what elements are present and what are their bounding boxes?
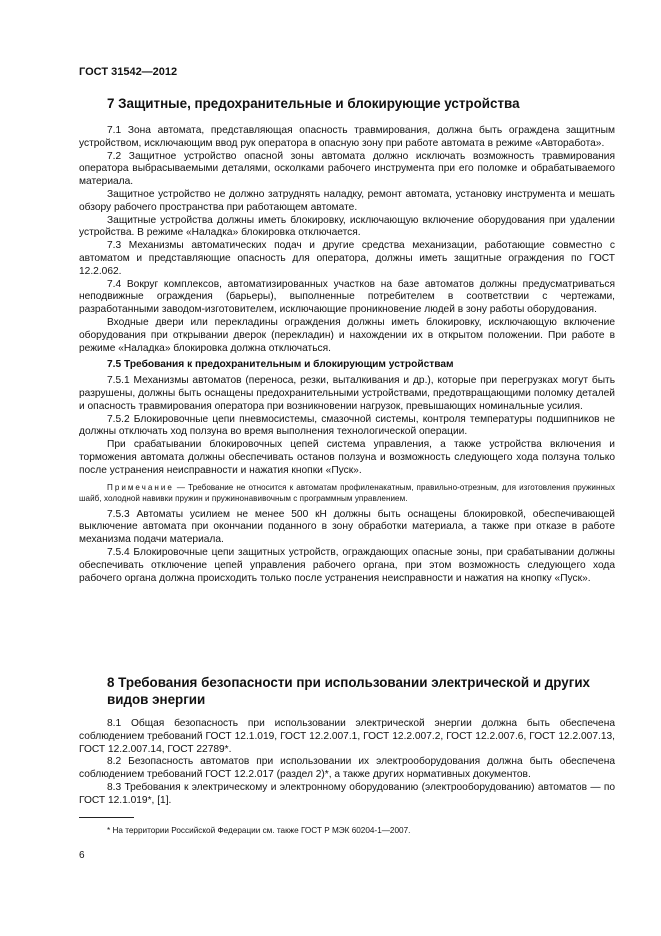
paragraph: 7.4 Вокруг комплексов, автоматизированных участков на базе автоматов должны предусматриваться неподвижные ограждения (барьеры), выполненные потребителем в соответствии с чертежами, разработанными заводом-изготовителем, исключающие проникновение людей в зону работы оборудования. [79,278,615,316]
section-8-body [79,718,615,808]
paragraph: Входные двери или перекладины ограждения должны иметь блокировку, исключающую включение оборудования при открывании дверок (перекладин) и нахождении их в открытом положении. При работе в режиме «Наладка» блокировка должна отключаться. [79,316,615,354]
section-7-heading: 7 Защитные, предохранительные и блокирующие устройства [107,96,520,111]
note-label: Примечание [107,482,174,492]
section-8-heading: 8 Требования безопасности при использовании электрической и других видов энергии [107,675,591,707]
note [79,482,615,504]
paragraph: 8.2 Безопасность автоматов при использовании их электрооборудования должна быть обеспечена соблюдением требований ГОСТ 12.2.017 (раздел 2)*, а также других нормативных документов. [79,756,615,781]
footnote: * На территории Российской Федерации см. также ГОСТ Р МЭК 60204-1—2007. [107,826,411,835]
subsection-7-5-heading: 7.5 Требования к предохранительным и блокирующим устройствам [107,359,454,371]
note-text: — Требование не относится к автоматам профиленакатным, правильно-отрезным, для изготовления пружинных шайб, холодной навивки пружин и пружинонавивочным с программным управлением. [79,482,615,503]
footnote-divider [79,817,134,818]
document-header: ГОСТ 31542—2012 [79,66,178,78]
paragraph: 8.3 Требования к электрическому и электронному оборудованию (электрооборудованию) автоматов — по ГОСТ 12.1.019*, [1]. [79,781,615,806]
paragraph: 7.3 Механизмы автоматических подач и другие средства механизации, работающие совместно с автоматом и представляющие опасность для оператора, должны иметь защитные ограждения по ГОСТ 12.2.062. [79,240,615,277]
paragraph: При срабатывании блокировочных цепей система управления, а также устройства включения и торможения автомата должны обеспечивать останов ползуна и возможность следующего хода ползуна только после устранения неисправности и нажатия кнопки «Пуск». [79,439,615,476]
paragraph: 7.2 Защитное устройство опасной зоны автомата должно исключать возможность травмирования оператора выбрасываемыми деталями, осколками рабочего инструмента при его поломке и обрабатываемого материала. [79,150,615,188]
paragraph: 7.1 Зона автомата, представляющая опасность травмирования, должна быть ограждена защитным устройством, исключающим ввод рук оператора в опасную зону при работе автомата в режиме «Авторабота». [79,125,615,149]
section-7-body [79,125,615,585]
paragraph: 8.1 Общая безопасность при использовании электрической энергии должна быть обеспечена соблюдением требований ГОСТ 12.1.019, ГОСТ 12.2.007.1, ГОСТ 12.2.007.2, ГОСТ 12.2.007.6, ГОСТ 12.2.007.13, ГОСТ 12.2.007.14, ГОСТ 22789*. [79,718,615,755]
paragraph: 7.5.1 Механизмы автоматов (переноса, резки, выталкивания и др.), которые при перегрузках могут быть разрушены, должны быть оснащены предохранительными устройствами, предотвращающими поломку деталей и опасность травмирования оператора при возникновении нагрузок, превышающих номинальные усилия. [79,375,615,412]
paragraph: Защитное устройство не должно затруднять наладку, ремонт автомата, установку инструмента и мешать обзору рабочего пространства при работающем автомате. [79,188,615,213]
page-number: 6 [79,850,85,861]
paragraph: Защитные устройства должны иметь блокировку, исключающую включение оборудования при удалении устройства. В режиме «Наладка» блокировка отключается. [79,214,615,239]
paragraph: 7.5.3 Автоматы усилием не менее 500 кН должны быть оснащены блокировкой, обеспечивающей выключение автомата при окончании поданного в зону обработки материала, а также при отказе в работе механизма подачи материала. [79,508,615,546]
paragraph: 7.5.2 Блокировочные цепи пневмосистемы, смазочной системы, контроля температуры подшипников не должны отключать ход ползуна во время выполнения технологической операции. [79,413,615,438]
paragraph: 7.5.4 Блокировочные цепи защитных устройств, ограждающих опасные зоны, при срабатывании должны обеспечивать отключение цепей управления рабочего органа, при этом возможность следующего хода рабочего органа должна происходить только после устранения неисправности и нажатия на кнопку «Пуск». [79,546,615,584]
